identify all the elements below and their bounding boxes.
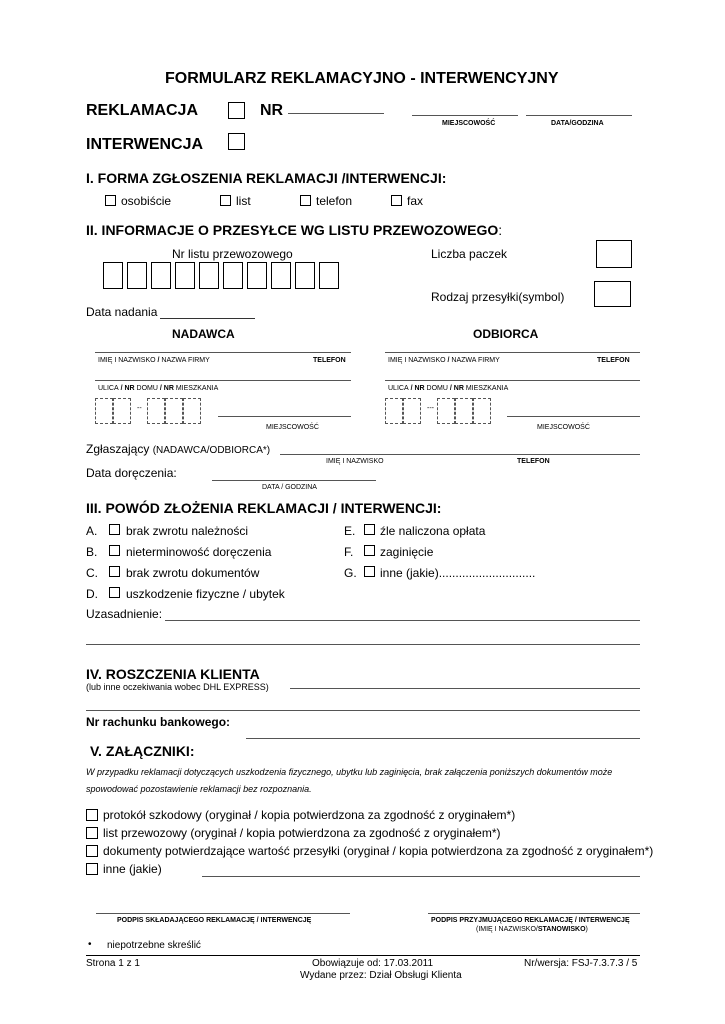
bank-account-field[interactable] (246, 738, 640, 739)
nadawca-street-field[interactable] (95, 380, 351, 381)
reason-c-label: brak zwrotu dokumentów (126, 566, 260, 580)
reason-b-letter: B. (86, 545, 98, 559)
reason-c-letter: C. (86, 566, 98, 580)
postcode-digit-box[interactable] (165, 398, 183, 424)
postcode-digit-box[interactable] (385, 398, 403, 424)
postcode-digit-box[interactable] (437, 398, 455, 424)
osobiscie-checkbox[interactable] (105, 195, 116, 206)
odbiorca-postcode-boxes[interactable] (385, 398, 495, 424)
reason-d-label: uszkodzenie fizyczne / ubytek (126, 587, 285, 601)
reason-b-checkbox[interactable] (109, 545, 120, 556)
waybill-number-boxes[interactable] (103, 262, 343, 290)
zal-dokumenty-checkbox[interactable] (86, 845, 98, 857)
uzasadnienie-field-2[interactable] (86, 644, 640, 645)
odbiorca-label: ODBIORCA (473, 327, 539, 341)
miejscowosc-field[interactable] (412, 115, 518, 116)
section1-title: I. FORMA ZGŁOSZENIA REKLAMACJI /INTERWENCJI: (86, 170, 447, 186)
waybill-digit-box[interactable] (271, 262, 291, 289)
odbiorca-street-caption: ULICA / NR DOMU / NR MIESZKANIA (388, 385, 509, 392)
waybill-digit-box[interactable] (223, 262, 243, 289)
zglaszajacy-field[interactable] (280, 454, 640, 455)
reklamacja-label: REKLAMACJA (86, 102, 198, 119)
section5-title: V. ZAŁĄCZNIKI: (90, 743, 195, 759)
telefon-label: telefon (316, 194, 353, 208)
zal-protokol-label: protokół szkodowy (oryginał / kopia potwierdzona za zgodność z oryginałem*) (103, 808, 516, 822)
zal-list-checkbox[interactable] (86, 827, 98, 839)
zal-inne-checkbox[interactable] (86, 863, 98, 875)
zal-protokol-checkbox[interactable] (86, 809, 98, 821)
nr-listu-label: Nr listu przewozowego (172, 247, 293, 261)
roszczenia-field-1[interactable] (290, 688, 640, 689)
waybill-digit-box[interactable] (295, 262, 315, 289)
zal-inne-field[interactable] (202, 876, 640, 877)
uzasadnienie-field-1[interactable] (165, 620, 640, 621)
nadawca-postcode-boxes[interactable] (95, 398, 205, 424)
waybill-digit-box[interactable] (175, 262, 195, 289)
zglaszajacy-telefon-caption: TELEFON (517, 458, 550, 465)
odbiorca-postcode-dash: --- (427, 405, 434, 412)
section5-note-2: spowodować pozostawienie reklamacji bez rozpoznania. (86, 784, 312, 794)
postcode-digit-box[interactable] (95, 398, 113, 424)
uzasadnienie-label: Uzasadnienie: (86, 607, 163, 621)
data-doreczenia-caption: DATA / GODZINA (262, 484, 317, 491)
waybill-digit-box[interactable] (319, 262, 339, 289)
signature-right-caption: PODPIS PRZYJMUJĄCEGO REKLAMACJĘ / INTERWENCJĘ (431, 917, 630, 924)
reason-g-letter: G. (344, 566, 357, 580)
nr-label: NR (260, 102, 284, 119)
zal-dokumenty-label: dokumenty potwierdzające wartość przesyłki (oryginał / kopia potwierdzona za zgodność z oryginałem*) (103, 844, 654, 858)
osobiscie-label: osobiście (121, 194, 172, 208)
reason-d-checkbox[interactable] (109, 587, 120, 598)
nadawca-postcode-dash: -- (137, 405, 142, 412)
liczba-paczek-box[interactable] (596, 240, 632, 268)
data-nadania-field[interactable] (160, 318, 255, 319)
odbiorca-street-field[interactable] (385, 380, 640, 381)
interwencja-label: INTERWENCJA (86, 136, 204, 153)
liczba-paczek-label: Liczba paczek (431, 247, 508, 261)
signature-right-line[interactable] (428, 913, 640, 914)
data-nadania-label: Data nadania (86, 305, 158, 319)
nr-field[interactable] (288, 113, 384, 114)
roszczenia-field-2[interactable] (86, 710, 640, 711)
postcode-digit-box[interactable] (455, 398, 473, 424)
data-doreczenia-label: Data doręczenia: (86, 466, 177, 480)
reason-g-label: inne (jakie)............................. (380, 566, 536, 580)
reason-e-checkbox[interactable] (364, 524, 375, 535)
rodzaj-label: Rodzaj przesyłki(symbol) (431, 290, 565, 304)
section5-note-1: W przypadku reklamacji dotyczących uszkodzenia fizycznego, ubytku lub zaginięcia, brak załączenia poniższych dokumentów może (86, 767, 613, 777)
footer-valid: Obowiązuje od: 17.03.2011 (312, 958, 434, 969)
footer-version: Nr/wersja: FSJ-7.3.7.3 / 5 (524, 958, 638, 969)
postcode-digit-box[interactable] (147, 398, 165, 424)
miejscowosc-caption: MIEJSCOWOŚĆ (442, 120, 496, 127)
footnote-bullet: • (88, 939, 92, 950)
footer-issued: Wydane przez: Dział Obsługi Klienta (300, 970, 462, 981)
form-title: FORMULARZ REKLAMACYJNO - INTERWENCYJNY (165, 70, 559, 87)
nadawca-label: NADAWCA (172, 327, 235, 341)
postcode-digit-box[interactable] (403, 398, 421, 424)
nadawca-street-caption: ULICA / NR DOMU / NR MIESZKANIA (98, 385, 219, 392)
signature-left-caption: PODPIS SKŁADAJĄCEGO REKLAMACJĘ / INTERWENCJĘ (117, 917, 312, 924)
list-checkbox[interactable] (220, 195, 231, 206)
section4-title: IV. ROSZCZENIA KLIENTA (86, 666, 260, 682)
reason-f-checkbox[interactable] (364, 545, 375, 556)
signature-right-subcaption: (IMIĘ I NAZWISKO/STANOWISKO) (476, 926, 588, 933)
interwencja-checkbox[interactable] (228, 133, 245, 150)
postcode-digit-box[interactable] (113, 398, 131, 424)
reason-a-label: brak zwrotu należności (126, 524, 249, 538)
footer-divider (86, 955, 640, 956)
reason-b-label: nieterminowość doręczenia (126, 545, 272, 559)
fax-checkbox[interactable] (391, 195, 402, 206)
waybill-digit-box[interactable] (127, 262, 147, 289)
list-label: list (236, 194, 251, 208)
reason-a-checkbox[interactable] (109, 524, 120, 535)
waybill-digit-box[interactable] (199, 262, 219, 289)
telefon-checkbox[interactable] (300, 195, 311, 206)
bank-account-label: Nr rachunku bankowego: (86, 715, 231, 729)
section3-title: III. POWÓD ZŁOŻENIA REKLAMACJI / INTERWENCJI: (86, 500, 442, 516)
odbiorca-city-caption: MIEJSCOWOŚĆ (537, 424, 590, 431)
postcode-digit-box[interactable] (183, 398, 201, 424)
odbiorca-telefon-caption: TELEFON (597, 357, 630, 364)
reason-e-letter: E. (344, 524, 356, 538)
postcode-digit-box[interactable] (473, 398, 491, 424)
data-godzina-caption: DATA/GODZINA (551, 120, 604, 127)
nadawca-name-field[interactable] (95, 352, 351, 353)
zglaszajacy-name-caption: IMIĘ I NAZWISKO (326, 458, 384, 465)
reason-c-checkbox[interactable] (109, 566, 120, 577)
reason-g-checkbox[interactable] (364, 566, 375, 577)
fax-label: fax (407, 194, 424, 208)
footer-page: Strona 1 z 1 (86, 958, 140, 969)
reason-d-letter: D. (86, 587, 98, 601)
odbiorca-city-field[interactable] (507, 416, 640, 417)
nadawca-name-caption: IMIĘ I NAZWISKO / NAZWA FIRMY (98, 357, 210, 364)
rodzaj-box[interactable] (594, 281, 631, 307)
zal-list-label: list przewozowy (oryginał / kopia potwierdzona za zgodność z oryginałem*) (103, 826, 501, 840)
odbiorca-name-field[interactable] (385, 352, 640, 353)
reason-f-letter: F. (344, 545, 354, 559)
waybill-digit-box[interactable] (247, 262, 267, 289)
data-godzina-field[interactable] (526, 115, 632, 116)
footnote-text: niepotrzebne skreślić (107, 940, 201, 951)
zglaszajacy-label: Zgłaszający (NADAWCA/ODBIORCA*) (86, 442, 271, 456)
section2-title: II. INFORMACJE O PRZESYŁCE WG LISTU PRZEWOZOWEGO: (86, 222, 503, 238)
odbiorca-name-caption: IMIĘ I NAZWISKO / NAZWA FIRMY (388, 357, 500, 364)
nadawca-city-field[interactable] (218, 416, 351, 417)
reason-e-label: źle naliczona opłata (380, 524, 486, 538)
section4-subtitle: (lub inne oczekiwania wobec DHL EXPRESS) (86, 682, 269, 692)
reklamacja-checkbox[interactable] (228, 102, 245, 119)
waybill-digit-box[interactable] (103, 262, 123, 289)
reason-a-letter: A. (86, 524, 98, 538)
nadawca-city-caption: MIEJSCOWOŚĆ (266, 424, 319, 431)
zal-inne-label: inne (jakie) (103, 862, 162, 876)
data-doreczenia-field[interactable] (212, 480, 376, 481)
reason-f-label: zaginięcie (380, 545, 434, 559)
nadawca-telefon-caption: TELEFON (313, 357, 346, 364)
signature-left-line[interactable] (96, 913, 350, 914)
waybill-digit-box[interactable] (151, 262, 171, 289)
